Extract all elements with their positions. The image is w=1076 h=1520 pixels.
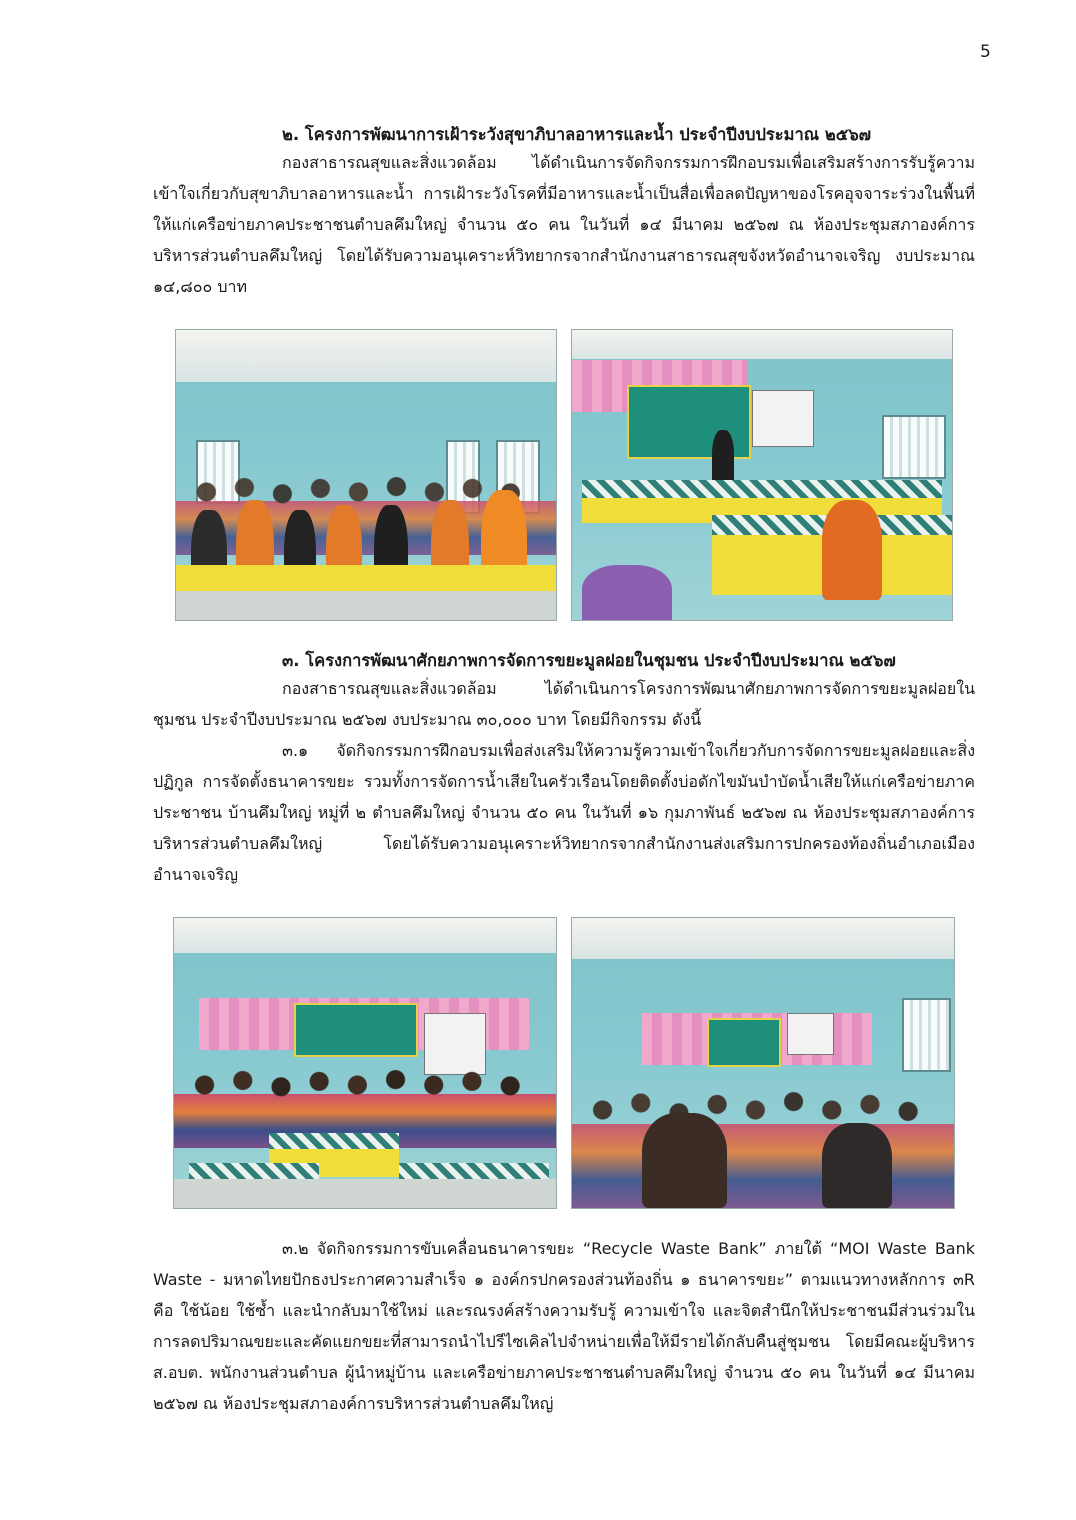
section-3-heading: ๓. โครงการพัฒนาศักยภาพการจัดการขยะมูลฝอยในชุมชน ประจำปีงบประมาณ ๒๕๖๗: [282, 651, 896, 670]
section-3-body: กองสาธารณสุขและสิ่งแวดล้อม ได้ดำเนินการโครงการพัฒนาศักยภาพการจัดการขยะมูลฝอยในชุมชน ประจำปีงบประมาณ ๒๕๖๗ งบประมาณ ๓๐,๐๐๐ บาท โดยมีกิจกรรม ดังนี้: [153, 679, 975, 729]
section-2-body: กองสาธารณสุขและสิ่งแวดล้อม ได้ดำเนินการจัดกิจกรรมการฝึกอบรมเพื่อเสริมสร้างการรับรู้ความเข้าใจเกี่ยวกับสุขาภิบาลอาหารและน้ำ การเฝ้าระวังโรคที่มีอาหารและน้ำเป็นสื่อเพื่อลดปัญหาของโรคอุจจาระร่วงในพื้นที่ให้แก่เครือข่ายภาคประชาชนตำบลคึมใหญ่ จำนวน ๕๐ คน ในวันที่ ๑๔ มีนาคม ๒๕๖๗ ณ ห้องประชุมสภาองค์การบริหารส่วนตำบลคึมใหญ่ โดยได้รับความอนุเคราะห์วิทยากรจากสำนักงานสาธารณสุขจังหวัดอำนาจเจริญ งบประมาณ ๑๔,๘๐๐ บาท: [153, 153, 975, 296]
section-3-item-1: ๓.๑ จัดกิจกรรมการฝึกอบรมเพื่อส่งเสริมให้ความรู้ความเข้าใจเกี่ยวกับการจัดการขยะมูลฝอยและสิ่งปฏิกูล การจัดตั้งธนาคารขยะ รวมทั้งการจัดการน้ำเสียในครัวเรือนโดยติดตั้งบ่อดักไขมันบำบัดน้ำเสียให้แก่เครือข่ายภาคประชาชน บ้านคึมใหญ่ หมู่ที่ ๒ ตำบลคึมใหญ่ จำนวน ๕๐ คน ในวันที่ ๑๖ กุมภาพันธ์ ๒๕๖๗ ณ ห้องประชุมสภาองค์การบริหารส่วนตำบลคึมใหญ่ โดยได้รับความอนุเคราะห์วิทยากรจากสำนักงานส่งเสริมการปกครองท้องถิ่นอำเภอเมืองอำนาจเจริญ: [153, 741, 975, 884]
waste-training-audience-photo: [571, 917, 955, 1209]
training-speaker-photo: [571, 329, 953, 621]
training-group-photo: [175, 329, 557, 621]
section-3-item-2: ๓.๒ จัดกิจกรรมการขับเคลื่อนธนาคารขยะ “Recycle Waste Bank” ภายใต้ “MOI Waste Bank Waste - มหาดไทยปักธงประกาศความสำเร็จ ๑ องค์กรปกครองส่วนท้องถิ่น ๑ ธนาคารขยะ” ตามแนวทางหลักการ ๓R คือ ใช้น้อย ใช้ซ้ำ และนำกลับมาใช้ใหม่ และรณรงค์สร้างความรับรู้ ความเข้าใจ และจิตสำนึกให้ประชาชนมีส่วนร่วมในการลดปริมาณขยะและคัดแยกขยะที่สามารถนำไปรีไซเคิลไปจำหน่ายเพื่อให้มีรายได้กลับคืนสู่ชุมชน โดยมีคณะผู้บริหาร ส.อบต. พนักงานส่วนตำบล ผู้นำหมู่บ้าน และเครือข่ายภาคประชาชนตำบลคึมใหญ่ จำนวน ๕๐ คน ในวันที่ ๑๔ มีนาคม ๒๕๖๗ ณ ห้องประชุมสภาองค์การบริหารส่วนตำบลคึมใหญ่: [153, 1239, 975, 1413]
waste-training-group-photo: [173, 917, 557, 1209]
page-number: 5: [980, 42, 991, 62]
section-2-heading: ๒. โครงการพัฒนาการเฝ้าระวังสุขาภิบาลอาหารและน้ำ ประจำปีงบประมาณ ๒๕๖๗: [282, 125, 872, 144]
